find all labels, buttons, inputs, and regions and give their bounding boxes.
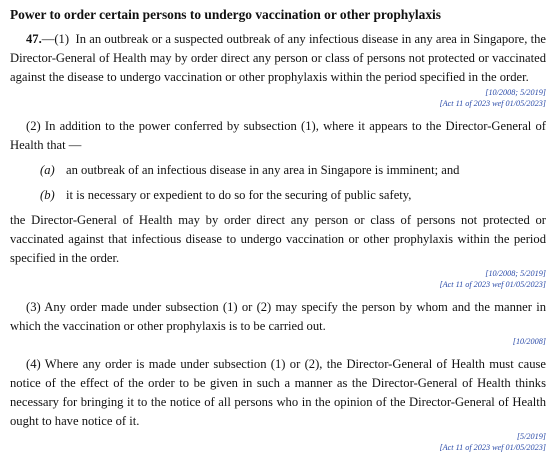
amendment-note: [10/2008; 5/2019] (485, 269, 546, 278)
section-heading: Power to order certain persons to undergo vaccination or other prophylaxis (10, 7, 441, 22)
subsection-1-amendments (10, 87, 546, 109)
subsection-3-amendments (10, 336, 546, 347)
paragraph-b-label: (b) (40, 188, 55, 202)
amendment-note: [5/2019] (516, 432, 546, 441)
subsection-1-text: In an outbreak or a suspected outbreak of any infectious disease in any area in Singapore, the Director-General of Health may by order direct any person or class of persons not protected or vaccinated against the disease to undergo vaccination or other prophylaxis within the period specified in the order. (10, 32, 547, 84)
section-number: 47. (26, 32, 42, 46)
subsection-2-intro: (2) In addition to the power conferred by subsection (1), where it appears to the Director-General of Health that — (10, 119, 546, 152)
subsection-2-tail: the Director-General of Health may by order direct any person or class of persons not protected or vaccinated against that infectious disease to undergo vaccination or other prophylaxis within the period specified in the order. (10, 213, 546, 265)
subsection-4-amendments (10, 431, 546, 453)
subsection-1 (10, 30, 546, 87)
statute-page (10, 6, 546, 453)
amendment-note: [Act 11 of 2023 wef 01/05/2023] (439, 443, 546, 452)
amendment-note: [Act 11 of 2023 wef 01/05/2023] (439, 280, 546, 289)
amendment-note: [Act 11 of 2023 wef 01/05/2023] (439, 99, 546, 108)
subsection-3: (3) Any order made under subsection (1) or (2) may specify the person by whom and the manner in which the vaccination or other prophylaxis is to be carried out. (10, 300, 546, 333)
amendment-note: [10/2008; 5/2019] (485, 88, 546, 97)
subsection-4: (4) Where any order is made under subsection (1) or (2), the Director-General of Health must cause notice of the effect of the order to be given in such a manner as the Director-General of Health thinks necessary for bringing it to the notice of all persons who in the opinion of the Director-General of Health ought to have notice of it. (10, 357, 546, 428)
paragraph-b-text: it is necessary or expedient to do so for the securing of public safety, (66, 188, 412, 202)
subsection-2-amendments (10, 268, 546, 290)
paragraph-b (10, 186, 546, 205)
paragraph-a-text: an outbreak of an infectious disease in any area in Singapore is imminent; and (66, 163, 460, 177)
paragraph-a (10, 161, 546, 180)
amendment-note: [10/2008] (512, 337, 546, 346)
paragraph-a-label: (a) (40, 163, 55, 177)
subsection-1-marker: —(1) (41, 32, 70, 46)
